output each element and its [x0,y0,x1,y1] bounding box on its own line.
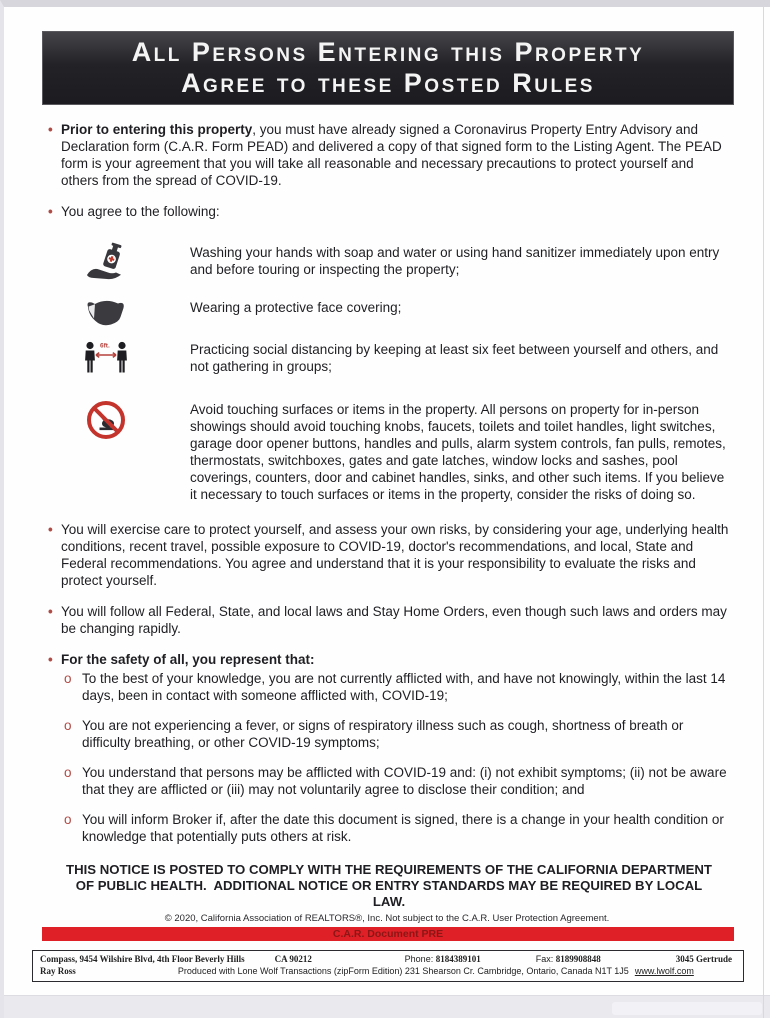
safety-sub-bullet-4 [64,811,730,845]
rule-text: Avoid touching surfaces or items in the property. All persons on property for in-person showings should avoid touching knobs, faucets, toilets and toilet handles, light switches, garage door opener buttons, handles and pulls, alarm system controls, fan pulls, remotes, thermostats, switchboxes, gates and gate latches, window locks and sashes, pool coverings, counters, door and cabinet handles, sinks, and other such items. If you believe it necessary to touch surfaces or items in the property, consider the risks of doing so. [190,402,726,502]
fax-label: Fax: [535,954,554,964]
intro-bullet-text: You agree to the following: [61,204,220,219]
footer-row-2 [40,966,736,978]
broker-footer [32,950,744,982]
safety-sub-bullet-1 [64,670,730,704]
sub-bullet-text: To the best of your knowledge, you are not currently afflicted with, and have not knowingly, within the last 14 days, been in contact with someone afflicted with, COVID-19; [82,671,726,703]
no-touching-icon [82,399,130,441]
safety-heading: For the safety of all, you represent that: [61,652,315,667]
icon-rules-list [82,242,730,503]
footer-row-1 [40,954,736,966]
intro-bullet-agree [48,203,730,220]
sub-bullet-marker: o [64,765,72,780]
bullet-rest: , you must have already signed a Coronavirus Property Entry Advisory and Declaration form (C.A.R. Form PEAD) and delivered a copy of that signed form to the Listing Agent. The PEAD form is your agreement that you will take all reasonable and necessary precautions to protect yourself and others from the spread of COVID-19. [61,122,722,188]
fax-value: 8189908848 [555,954,601,964]
bold-lead: Prior to entering this property [61,122,253,137]
sub-bullet-text: You are not experiencing a fever, or signs of respiratory illness such as cough, shortness of breath or difficulty breathing, or other COVID-19 symptoms; [82,718,684,750]
rule-social-distancing [82,339,730,381]
phone-label: Phone: [404,954,434,964]
footer-office: Compass, 9454 Wilshire Blvd, 4th Floor Beverly Hills [40,954,245,964]
produced-text: Produced with Lone Wolf Transactions (zipForm Edition) 231 Shearson Cr. Cambridge, Ontario, Canada N1T 1J5 [177,965,629,976]
safety-heading-row [48,651,730,668]
rule-text: Practicing social distancing by keeping at least six feet between yourself and others, and not gathering in groups; [190,342,719,374]
sub-bullet-marker: o [64,671,72,686]
rule-text: Washing your hands with soap and water or using hand sanitizer immediately upon entry and before touring or inspecting the property; [190,245,720,277]
care-bullet-1 [48,521,730,589]
bullet-marker: • [48,652,53,667]
sub-bullet-marker: o [64,718,72,733]
bullet-marker: • [48,122,53,137]
lwolf-link[interactable]: www.lwolf.com [634,965,694,976]
bullet-marker: • [48,204,53,219]
sub-bullet-text: You understand that persons may be afflicted with COVID-19 and: (i) not exhibit symptoms; (ii) not be aware that they are afflicted or (iii) may not voluntarily agree to disclose their condition; and [82,765,727,797]
face-mask-icon [82,297,130,329]
sub-bullet-text: You will inform Broker if, after the date this document is signed, there is a change in your health condition or knowledge that potentially puts others at risk. [82,812,724,844]
six-feet-label: 6ft. [100,342,110,350]
safety-sub-bullet-3 [64,764,730,798]
banner-title-line1: All Persons Entering this Property [131,37,645,67]
footer-produced [118,966,694,978]
phone-value: 8184389101 [435,954,481,964]
rule-face-covering [82,297,730,329]
bullet-marker: • [48,604,53,619]
intro-bullet-prior [48,121,730,189]
safety-sub-bullet-2 [64,717,730,751]
header-banner [42,31,734,105]
footer-agent: Ray Ross [40,965,76,976]
rule-avoid-touching [82,399,730,503]
rule-wash-hands [82,242,730,284]
footer-reference: 3045 Gertrude [675,954,732,964]
sub-bullet-marker: o [64,812,72,827]
footer-state-zip: CA 90212 [274,954,312,964]
scan-bottom-strip [4,995,770,1018]
care-bullet-text: You will exercise care to protect yourself, and assess your own risks, by considering your age, underlying health conditions, recent travel, possible exposure to COVID-19, doctor's recommendations, and local, State and Federal recommendations. You agree and understand that it is your responsibility to evaluate the risks and protect yourself. [61,522,729,588]
banner-title-line2: Agree to these Posted Rules [181,68,595,98]
hand-sanitizer-icon [82,242,130,284]
footer-fax [536,954,601,966]
care-bullet-2 [48,603,730,637]
car-document-bar: C.A.R. Document PRE [42,927,734,941]
watermark [612,1002,762,1015]
copyright-line: © 2020, California Association of REALTORS®, Inc. Not subject to the C.A.R. User Protection Agreement. [164,913,610,924]
document-body [48,121,730,845]
care-bullet-text: You will follow all Federal, State, and local laws and Stay Home Orders, even though such laws and orders may be changing rapidly. [61,604,727,636]
intro-bullet-text [61,121,730,189]
bullet-marker: • [48,522,53,537]
rule-text: Wearing a protective face covering; [190,300,402,315]
footer-phone [405,954,481,966]
social-distance-icon [82,339,130,381]
compliance-notice: THIS NOTICE IS POSTED TO COMPLY WITH THE REQUIREMENTS OF THE CALIFORNIA DEPARTMENT OF PUBLIC HEALTH. ADDITIONAL NOTICE OR ENTRY STANDARDS MAY BE REQUIRED BY LOCAL LAW. [66,862,716,909]
